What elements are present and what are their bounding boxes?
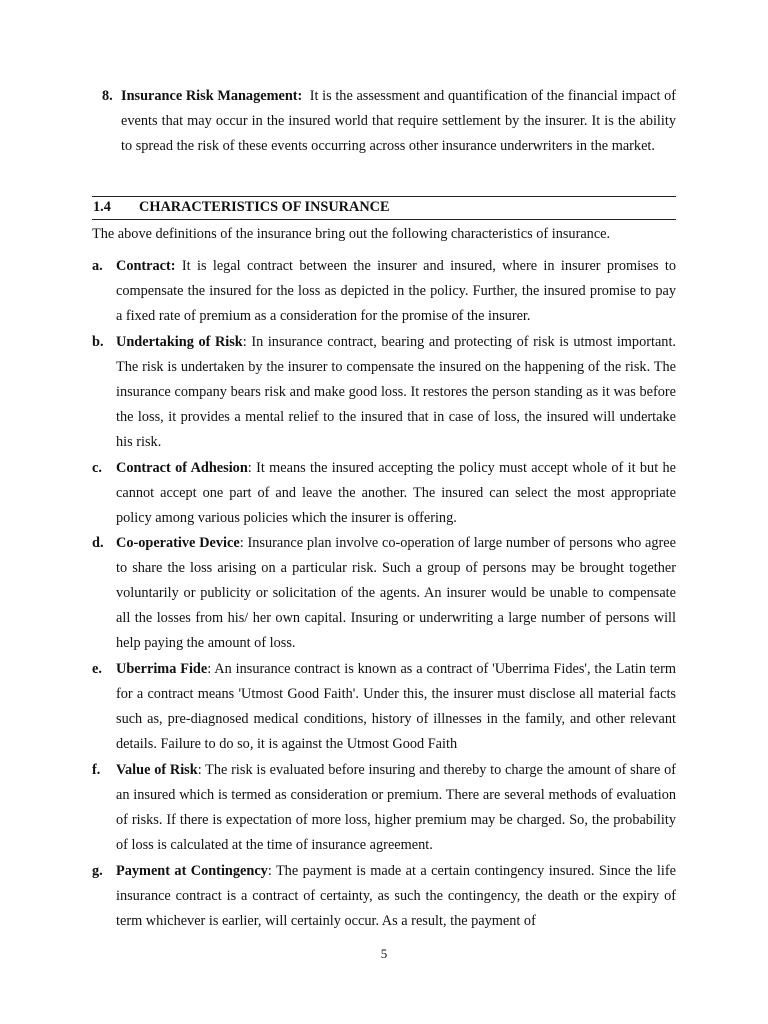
list-item-body bbox=[116, 758, 676, 858]
list-item-term: Payment at Contingency bbox=[116, 863, 268, 879]
list-item-body bbox=[116, 456, 676, 531]
list-item-term: Contract: bbox=[116, 258, 176, 274]
list-item-term: Uberrima Fide bbox=[116, 661, 208, 677]
intro-paragraph: The above definitions of the insurance bring out the following characteristics of insurance. bbox=[92, 226, 611, 242]
list-item-text: : Insurance plan involve co-operation of large number of persons who agree to share the loss arising on a particular risk. Such a group of persons may be brought together voluntarily or publicity or solicitation of the agents. An insurer would be unable to compensate all the losses from his/ her own capital. Insuring or underwriting a large number of persons will help paying the amount of loss. bbox=[116, 535, 676, 651]
list-item-text: It is legal contract between the insurer and insured, where in insurer promises to compensate the insured for the loss as depicted in the policy. Further, the insured promise to pay a fixed rate of premium as a consideration for the promise of the insurer. bbox=[116, 258, 676, 324]
list-item-body bbox=[116, 254, 676, 329]
list-item-e bbox=[92, 657, 676, 757]
list-item-f bbox=[92, 758, 676, 858]
list-item-term: Co-operative Device bbox=[116, 535, 240, 551]
list-item-term: Contract of Adhesion bbox=[116, 460, 248, 476]
list-marker: a. bbox=[92, 258, 103, 274]
list-item-8 bbox=[102, 84, 676, 159]
list-marker: d. bbox=[92, 535, 104, 551]
list-item-c bbox=[92, 456, 676, 531]
list-item-body bbox=[116, 859, 676, 934]
list-item-text: : In insurance contract, bearing and protecting of risk is utmost important. The risk is undertaken by the insurer to compensate the insured on the happening of the risk. The insurance company bears risk and make good loss. It restores the person standing as it was before the loss, it provides a mental relief to the insured that in case of loss, the insured will undertake his risk. bbox=[116, 334, 676, 450]
list-marker: e. bbox=[92, 661, 102, 677]
list-item-g bbox=[92, 859, 676, 934]
list-marker: f. bbox=[92, 762, 101, 778]
list-item-text: : The payment is made at a certain contingency insured. Since the life insurance contract is a contract of certainty, as such the contingency, the death or the expiry of term whichever is earlier, will certainly occur. As a result, the payment of bbox=[116, 863, 676, 929]
section-title: CHARACTERISTICS OF INSURANCE bbox=[139, 199, 390, 215]
list-item-text: : An insurance contract is known as a contract of 'Uberrima Fides', the Latin term for a contract means 'Utmost Good Faith'. Under this, the insurer must disclose all material facts such as, pre-diagnosed medical conditions, history of illnesses in the family, and other relevant details. Failure to do so, it is against the Utmost Good Faith bbox=[116, 661, 677, 752]
section-heading bbox=[92, 196, 676, 220]
list-item-term: Value of Risk bbox=[116, 762, 198, 778]
list-item-text: It is the assessment and quantification of the financial impact of events that may occur in the insured world that require settlement by the insurer. It is the ability to spread the risk of these events occurring across other insurance underwriters in the market. bbox=[121, 88, 677, 154]
list-item-text: : It means the insured accepting the policy must accept whole of it but he cannot accept one part of and leave the another. The insured can select the most appropriate policy among various policies which the insurer is offering. bbox=[116, 460, 676, 526]
list-item-body bbox=[116, 657, 676, 757]
list-item-text: : The risk is evaluated before insuring and thereby to charge the amount of share of an insured which is termed as consideration or premium. There are several methods of evaluation of risks. If there is expectation of more loss, higher premium may be charged. So, the probability of loss is calculated at the time of insurance agreement. bbox=[116, 762, 676, 853]
section-number: 1.4 bbox=[93, 199, 111, 215]
list-marker: b. bbox=[92, 334, 104, 350]
list-item-body bbox=[116, 330, 676, 455]
list-item-d bbox=[92, 531, 676, 656]
list-item-body bbox=[121, 84, 676, 159]
list-item-a bbox=[92, 254, 676, 329]
list-marker: g. bbox=[92, 863, 103, 879]
list-item-body bbox=[116, 531, 676, 656]
list-item-b bbox=[92, 330, 676, 455]
page-number: 5 bbox=[380, 946, 388, 961]
list-marker: c. bbox=[92, 460, 102, 476]
list-marker: 8. bbox=[102, 88, 113, 104]
list-item-term: Insurance Risk Management: bbox=[121, 88, 303, 104]
list-item-term: Undertaking of Risk bbox=[116, 334, 243, 350]
